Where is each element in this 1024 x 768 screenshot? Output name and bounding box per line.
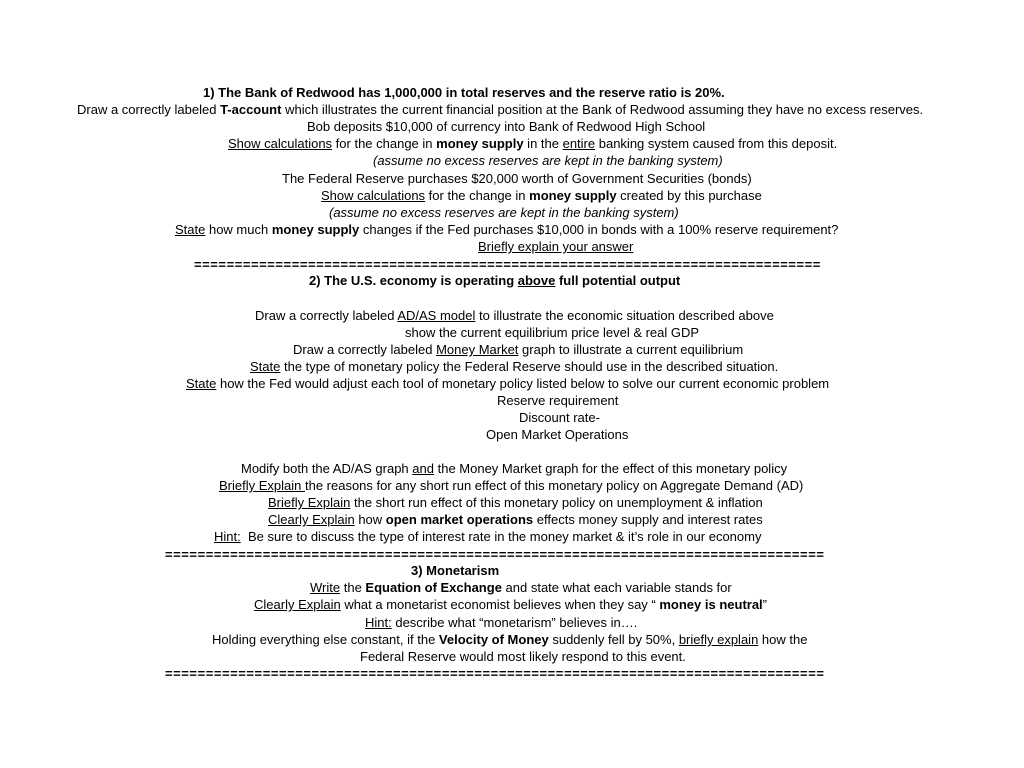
text-run: ” <box>762 597 768 612</box>
bold-text: 3) Monetarism <box>411 563 500 578</box>
worksheet-line-q2-adas <box>255 308 774 324</box>
worksheet-line-q2-explain-unemp <box>268 495 763 511</box>
text-run: and state what each variable stands for <box>501 580 732 595</box>
underlined-text: Clearly Explain <box>254 597 341 612</box>
underlined-text: Show calculations <box>228 136 333 151</box>
worksheet-line-q2-modify <box>241 461 787 477</box>
text-run: the short run effect of this monetary policy on unemployment & inflation <box>350 495 763 510</box>
underlined-text: Write <box>310 580 341 595</box>
worksheet-line-q1-state <box>175 222 838 238</box>
underlined-text: above <box>517 273 556 288</box>
text-run: Open Market Operations <box>486 427 629 442</box>
bold-text: money supply <box>436 136 524 151</box>
text-run: the reasons for any short run effect of this monetary policy on Aggregate Demand (AD) <box>304 478 804 493</box>
bold-text: T-account <box>220 102 282 117</box>
underlined-text: AD/AS model <box>397 308 476 323</box>
text-run: for the change in <box>425 188 530 203</box>
text-run: the type of monetary policy the Federal Reserve should use in the described situation. <box>280 359 779 374</box>
text-run: Reserve requirement <box>497 393 619 408</box>
worksheet-line-q2-money-market <box>293 342 743 358</box>
underlined-text: Money Market <box>436 342 519 357</box>
worksheet-line-q2-state-tools <box>186 376 829 392</box>
underlined-text: Hint: <box>365 615 392 630</box>
underlined-text: Clearly Explain <box>268 512 355 527</box>
text-run: created by this purchase <box>616 188 762 203</box>
text-run: the <box>340 580 366 595</box>
text-run: Draw a correctly labeled <box>293 342 437 357</box>
section-separator <box>165 666 825 682</box>
bold-text: ================================================================================= <box>165 666 825 681</box>
underlined-text: briefly explain <box>678 632 759 647</box>
underlined-text: entire <box>562 136 596 151</box>
worksheet-line-q1-show-calc-2 <box>321 188 762 204</box>
underlined-text: Briefly explain your answer <box>478 239 634 254</box>
worksheet-line-q1-title <box>203 85 725 101</box>
worksheet-line-q2-equilibrium <box>405 325 699 341</box>
bold-text: money supply <box>529 188 617 203</box>
worksheet-line-q1-assume-2 <box>329 205 679 221</box>
worksheet-line-q1-taccount <box>77 102 923 118</box>
text-run: Holding everything else constant, if the <box>212 632 439 647</box>
text-run: Discount rate- <box>519 410 600 425</box>
bold-text: ============================================================================= <box>194 257 821 272</box>
text-run: banking system caused from this deposit. <box>595 136 838 151</box>
worksheet-line-q1-show-calc <box>228 136 837 152</box>
underlined-text: Show calculations <box>321 188 426 203</box>
text-run: in the <box>523 136 563 151</box>
worksheet-line-q1-fed-purchase <box>282 171 752 187</box>
underlined-text: Hint: <box>214 529 241 544</box>
worksheet-line-q2-tool-omo <box>486 427 628 443</box>
bold-text: 2) The U.S. economy is operating <box>309 273 518 288</box>
underlined-text: Briefly Explain <box>268 495 351 510</box>
text-run: Bob deposits $10,000 of currency into Bank of Redwood High School <box>307 119 706 134</box>
text-run: Modify both the AD/AS graph <box>241 461 413 476</box>
section-separator <box>194 257 821 273</box>
text-run: how <box>354 512 386 527</box>
text-run: effects money supply and interest rates <box>533 512 763 527</box>
worksheet-line-q2-clearly-explain <box>268 512 763 528</box>
worksheet-line-q1-assume-1 <box>373 153 723 169</box>
worksheet-line-q3-hint <box>365 615 637 631</box>
bold-text: Velocity of Money <box>438 632 549 647</box>
worksheet-line-q3-title <box>411 563 499 579</box>
bold-text: ================================================================================= <box>165 547 825 562</box>
worksheet-line-q2-explain-ad <box>219 478 803 494</box>
text-run: Draw a correctly labeled <box>77 102 221 117</box>
worksheet-line-q1-briefly <box>478 239 633 255</box>
worksheet-line-q2-title <box>309 273 680 289</box>
worksheet-line-q2-tool-reserve <box>497 393 618 409</box>
section-separator <box>165 547 825 563</box>
text-run: Be sure to discuss the type of interest rate in the money market & it’s role in our economy <box>240 529 762 544</box>
text-run: how the <box>758 632 808 647</box>
worksheet-line-q2-state-type <box>250 359 778 375</box>
bold-text: money supply <box>271 222 360 237</box>
worksheet-line-q3-velocity <box>212 632 807 648</box>
text-run: (assume no excess reserves are kept in the banking system) <box>329 205 679 220</box>
worksheet-line-q1-deposit <box>307 119 705 135</box>
text-run: to illustrate the economic situation described above <box>475 308 774 323</box>
worksheet-line-q3-write <box>310 580 732 596</box>
text-run: for the change in <box>332 136 437 151</box>
bold-text: Equation of Exchange <box>365 580 502 595</box>
worksheet-line-q3-clearly <box>254 597 767 613</box>
bold-text: full potential output <box>555 273 681 288</box>
text-run: (assume no excess reserves are kept in the banking system) <box>373 153 723 168</box>
text-run: how the Fed would adjust each tool of monetary policy listed below to solve our current economic problem <box>216 376 830 391</box>
underlined-text: State <box>175 222 206 237</box>
text-run: describe what “monetarism” believes in…. <box>391 615 638 630</box>
bold-text: money is neutral <box>659 597 763 612</box>
worksheet-line-q2-hint <box>214 529 761 545</box>
text-run: changes if the Fed purchases $10,000 in bonds with a 100% reserve requirement? <box>359 222 839 237</box>
worksheet-line-q3-fed-respond <box>360 649 686 665</box>
text-run: the Money Market graph for the effect of this monetary policy <box>433 461 788 476</box>
text-run: The Federal Reserve purchases $20,000 worth of Government Securities (bonds) <box>282 171 752 186</box>
bold-text: 1) The Bank of Redwood has 1,000,000 in total reserves and the reserve ratio is 20%. <box>203 85 725 100</box>
bold-text: open market operations <box>385 512 534 527</box>
text-run: what a monetarist economist believes when they say “ <box>340 597 660 612</box>
underlined-text: State <box>250 359 281 374</box>
underlined-text: and <box>412 461 434 476</box>
text-run: Federal Reserve would most likely respond to this event. <box>360 649 686 664</box>
text-run: Draw a correctly labeled <box>255 308 398 323</box>
underlined-text: State <box>186 376 217 391</box>
text-run: show the current equilibrium price level & real GDP <box>405 325 700 340</box>
worksheet-line-q2-tool-discount <box>519 410 600 426</box>
text-run: how much <box>205 222 272 237</box>
underlined-text: Briefly Explain <box>219 478 305 493</box>
text-run: which illustrates the current financial position at the Bank of Redwood assuming they have no excess reserves. <box>281 102 924 117</box>
text-run: graph to illustrate a current equilibrium <box>518 342 744 357</box>
text-run: suddenly fell by 50%, <box>548 632 679 647</box>
